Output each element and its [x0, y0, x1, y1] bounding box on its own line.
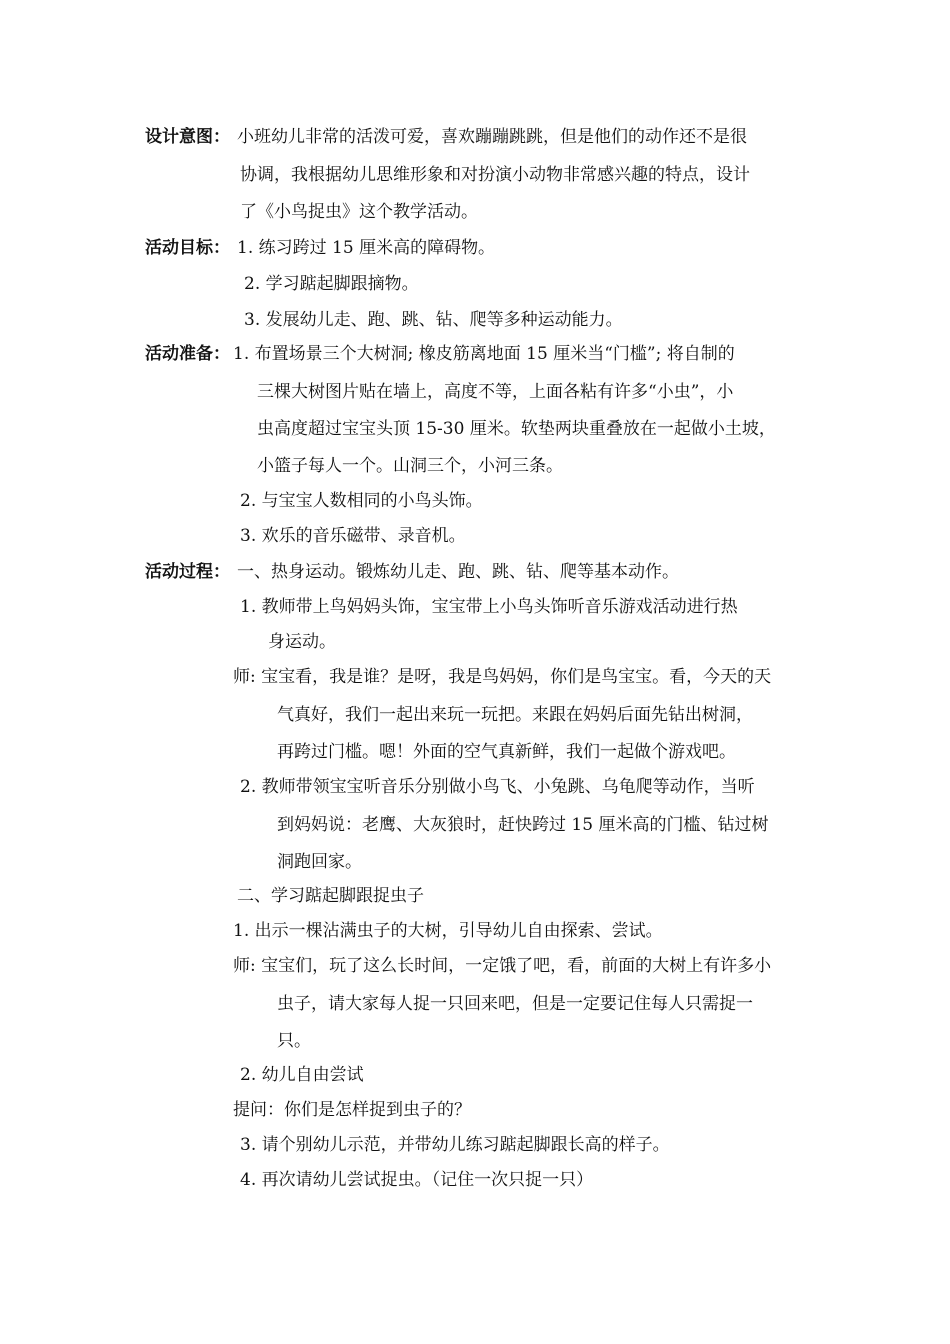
process-line: 身运动。 — [268, 632, 336, 652]
preparation-label: 活动准备： — [145, 344, 230, 364]
goal-item: 3. 发展幼儿走、跑、跳、钻、爬等多种运动能力。 — [244, 310, 623, 330]
process-label: 活动过程： — [145, 562, 230, 582]
preparation-line: 三棵大树图片贴在墙上，高度不等，上面各粘有许多“小虫”，小 — [257, 382, 734, 402]
teacher-speech-line: 师: 宝宝看，我是谁？是呀，我是鸟妈妈，你们是鸟宝宝。看，今天的天 — [233, 667, 772, 687]
preparation-item: 2. 与宝宝人数相同的小鸟头饰。 — [240, 491, 483, 511]
design-intent-label: 设计意图： — [145, 127, 230, 147]
teacher-speech-line: 只。 — [277, 1031, 311, 1051]
teacher-speech-line: 师: 宝宝们，玩了这么长时间，一定饿了吧，看，前面的大树上有许多小 — [233, 956, 772, 976]
process-line: 4. 再次请幼儿尝试捉虫。（记住一次只捉一只） — [240, 1170, 594, 1190]
process-line: 1. 教师带上鸟妈妈头饰，宝宝带上小鸟头饰听音乐游戏活动进行热 — [240, 597, 738, 617]
teacher-speech-line: 虫子，请大家每人捉一只回来吧，但是一定要记住每人只需捉一 — [277, 994, 753, 1014]
goal-item: 2. 学习踮起脚跟摘物。 — [244, 274, 419, 294]
process-part1-title: 一、热身运动。锻炼幼儿走、跑、跳、钻、爬等基本动作。 — [237, 562, 679, 582]
design-intent-line: 小班幼儿非常的活泼可爱，喜欢蹦蹦跳跳，但是他们的动作还不是很 — [237, 127, 747, 147]
question-line: 提问：你们是怎样捉到虫子的？ — [233, 1100, 471, 1120]
goal-item: 1. 练习跨过 15 厘米高的障碍物。 — [237, 238, 496, 258]
preparation-line: 小篮子每人一个。山洞三个，小河三条。 — [257, 456, 563, 476]
design-intent-line: 了《小鸟捉虫》这个教学活动。 — [240, 202, 478, 222]
teacher-speech-line: 气真好，我们一起出来玩一玩把。来跟在妈妈后面先钻出树洞， — [277, 705, 753, 725]
process-line: 洞跑回家。 — [277, 852, 362, 872]
design-intent-line: 协调，我根据幼儿思维形象和对扮演小动物非常感兴趣的特点，设计 — [240, 165, 750, 185]
process-line: 3. 请个别幼儿示范，并带幼儿练习踮起脚跟长高的样子。 — [240, 1135, 670, 1155]
process-part2-title: 二、学习踮起脚跟捉虫子 — [237, 886, 424, 906]
preparation-line: 1. 布置场景三个大树洞; 橡皮筋离地面 15 厘米当“门槛”; 将自制的 — [233, 344, 735, 364]
teacher-speech-line: 再跨过门槛。嗯！外面的空气真新鲜，我们一起做个游戏吧。 — [277, 742, 736, 762]
preparation-item: 3. 欢乐的音乐磁带、录音机。 — [240, 526, 466, 546]
process-line: 2. 幼儿自由尝试 — [240, 1065, 364, 1085]
process-line: 1. 出示一棵沾满虫子的大树，引导幼儿自由探索、尝试。 — [233, 921, 663, 941]
goals-label: 活动目标： — [145, 238, 230, 258]
process-line: 到妈妈说：老鹰、大灰狼时，赶快跨过 15 厘米高的门槛、钻过树 — [277, 815, 769, 835]
process-line: 2. 教师带领宝宝听音乐分别做小鸟飞、小兔跳、乌龟爬等动作，当听 — [240, 777, 755, 797]
preparation-line: 虫高度超过宝宝头顶 15-30 厘米。软垫两块重叠放在一起做小土坡， — [257, 419, 776, 439]
